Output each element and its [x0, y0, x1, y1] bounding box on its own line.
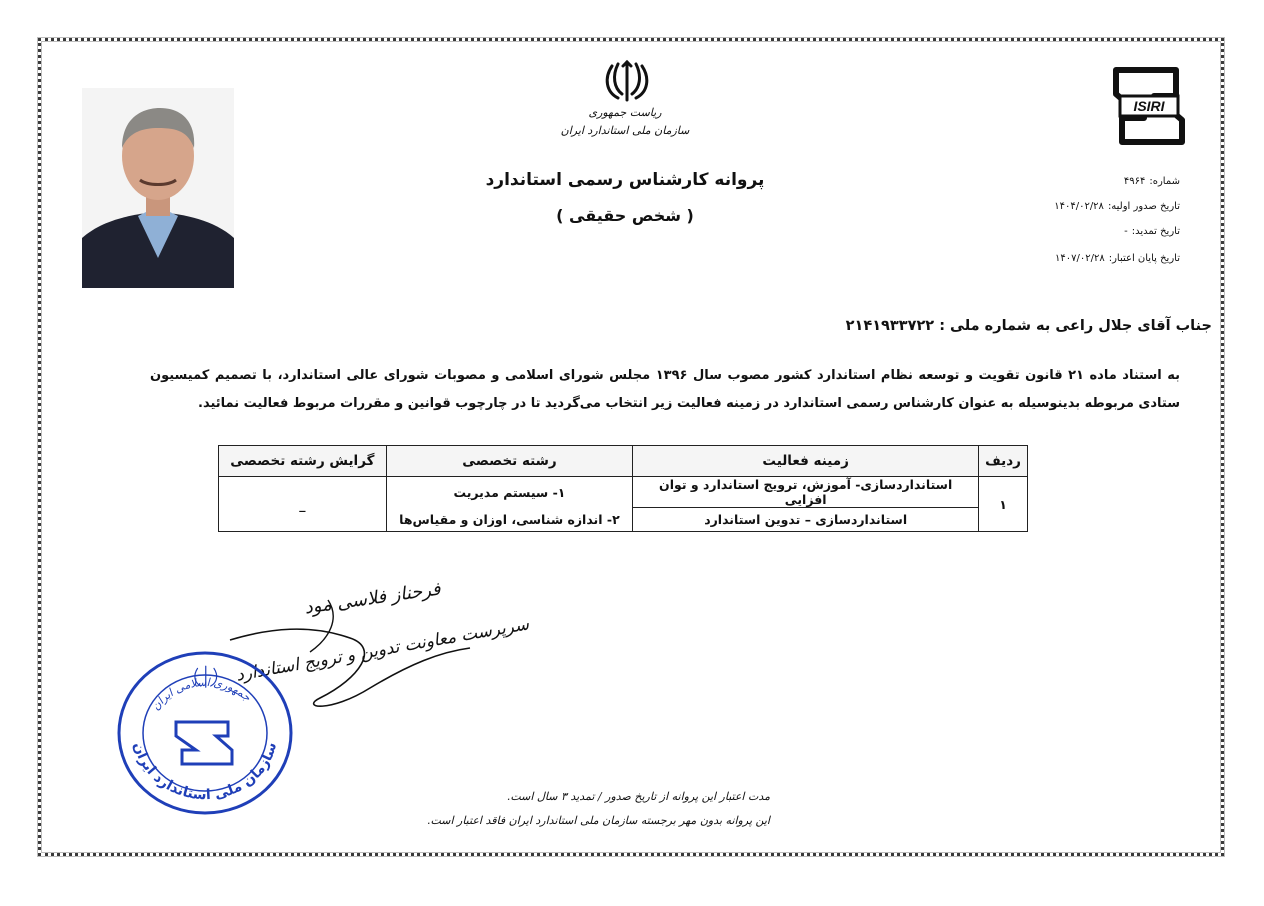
holder-greeting: جناب آقای جلال راعی به شماره ملی : ۲۱۴۱۹۳۳۷۲۲	[845, 318, 1212, 334]
iran-emblem-icon	[602, 58, 652, 106]
field-item: ۲- اندازه شناسی، اوزان و مقیاس‌ها	[386, 508, 633, 532]
svg-text:سازمان ملی استاندارد ایران	[130, 740, 280, 803]
organization-name: سازمان ملی استاندارد ایران	[560, 124, 690, 137]
activity-item: استانداردسازی – تدوین استاندارد	[633, 508, 979, 532]
signatory-position: سرپرست معاونت تدوین و ترویج استاندارد	[234, 614, 531, 686]
meta-renew-value: -	[1124, 226, 1128, 237]
header-field: رشته تخصصی	[386, 446, 633, 477]
meta-renew-label: تاریخ تمدید:	[1131, 226, 1180, 237]
field-item: ۱- سیستم مدیریت	[386, 477, 633, 508]
activity-table	[218, 445, 1028, 532]
meta-expiry-value: ۱۴۰۷/۰۲/۲۸	[1054, 253, 1105, 264]
meta-issue-value: ۱۴۰۴/۰۲/۲۸	[1054, 201, 1104, 212]
certificate-title: پروانه کارشناس رسمی استاندارد	[485, 170, 765, 190]
holder-photo	[82, 88, 234, 288]
meta-expiry-label: تاریخ پایان اعتبار:	[1108, 253, 1180, 264]
meta-issue-label: تاریخ صدور اولیه:	[1107, 201, 1180, 212]
official-stamp	[112, 646, 298, 820]
presidency-text: ریاست جمهوری	[588, 106, 662, 119]
row-number: ۱	[979, 477, 1028, 532]
header-row-number: ردیف	[979, 446, 1028, 477]
meta-issue-date	[980, 201, 1180, 212]
stamp-top-text: جمهوری اسلامی ایران	[149, 675, 254, 713]
table-row	[219, 477, 1028, 508]
svg-text:جمهوری اسلامی ایران	[149, 676, 254, 713]
logo-text: ISIRI	[1133, 98, 1165, 114]
meta-number	[980, 176, 1180, 187]
table-header-row	[219, 446, 1028, 477]
stamp-bottom-text: سازمان ملی استاندارد ایران	[129, 740, 281, 804]
meta-number-value: ۴۹۶۴	[1123, 176, 1146, 187]
meta-expiry-date	[980, 253, 1180, 264]
certificate-body: به استناد ماده ۲۱ قانون تقویت و توسعه نظام استاندارد کشور مصوب سال ۱۳۹۶ مجلس شورای اسلامی و مصوبات شورای عالی استاندارد، با تصمیم کمیسیون ستادی مربوطه بدینوسیله به عنوان کارشناس رسمی استاندارد در زمینه فعالیت زیر انتخاب می‌گردید تا در چارچوب قوانین و مقررات مربوط فعالیت نمائید.	[150, 368, 1180, 411]
validity-note: مدت اعتبار این پروانه از تاریخ صدور / تمدید ۳ سال است.	[506, 790, 770, 803]
header-specialization: گرایش رشته تخصصی	[219, 446, 387, 477]
certificate-subtitle: ( شخص حقیقی )	[556, 206, 694, 225]
meta-renew-date	[980, 226, 1180, 237]
header-activity: زمینه فعالیت	[633, 446, 979, 477]
isiri-logo	[1110, 62, 1188, 148]
activity-item: استانداردسازی- آموزش، ترویج استاندارد و توان افزایی	[633, 477, 979, 508]
signatory-name: فرحناز فلاسی مود	[303, 578, 442, 619]
seal-note: این پروانه بدون مهر برجسته سازمان ملی استاندارد ایران فاقد اعتبار است.	[426, 814, 770, 827]
meta-number-label: شماره:	[1149, 176, 1180, 187]
specialization-value: _	[219, 477, 387, 532]
